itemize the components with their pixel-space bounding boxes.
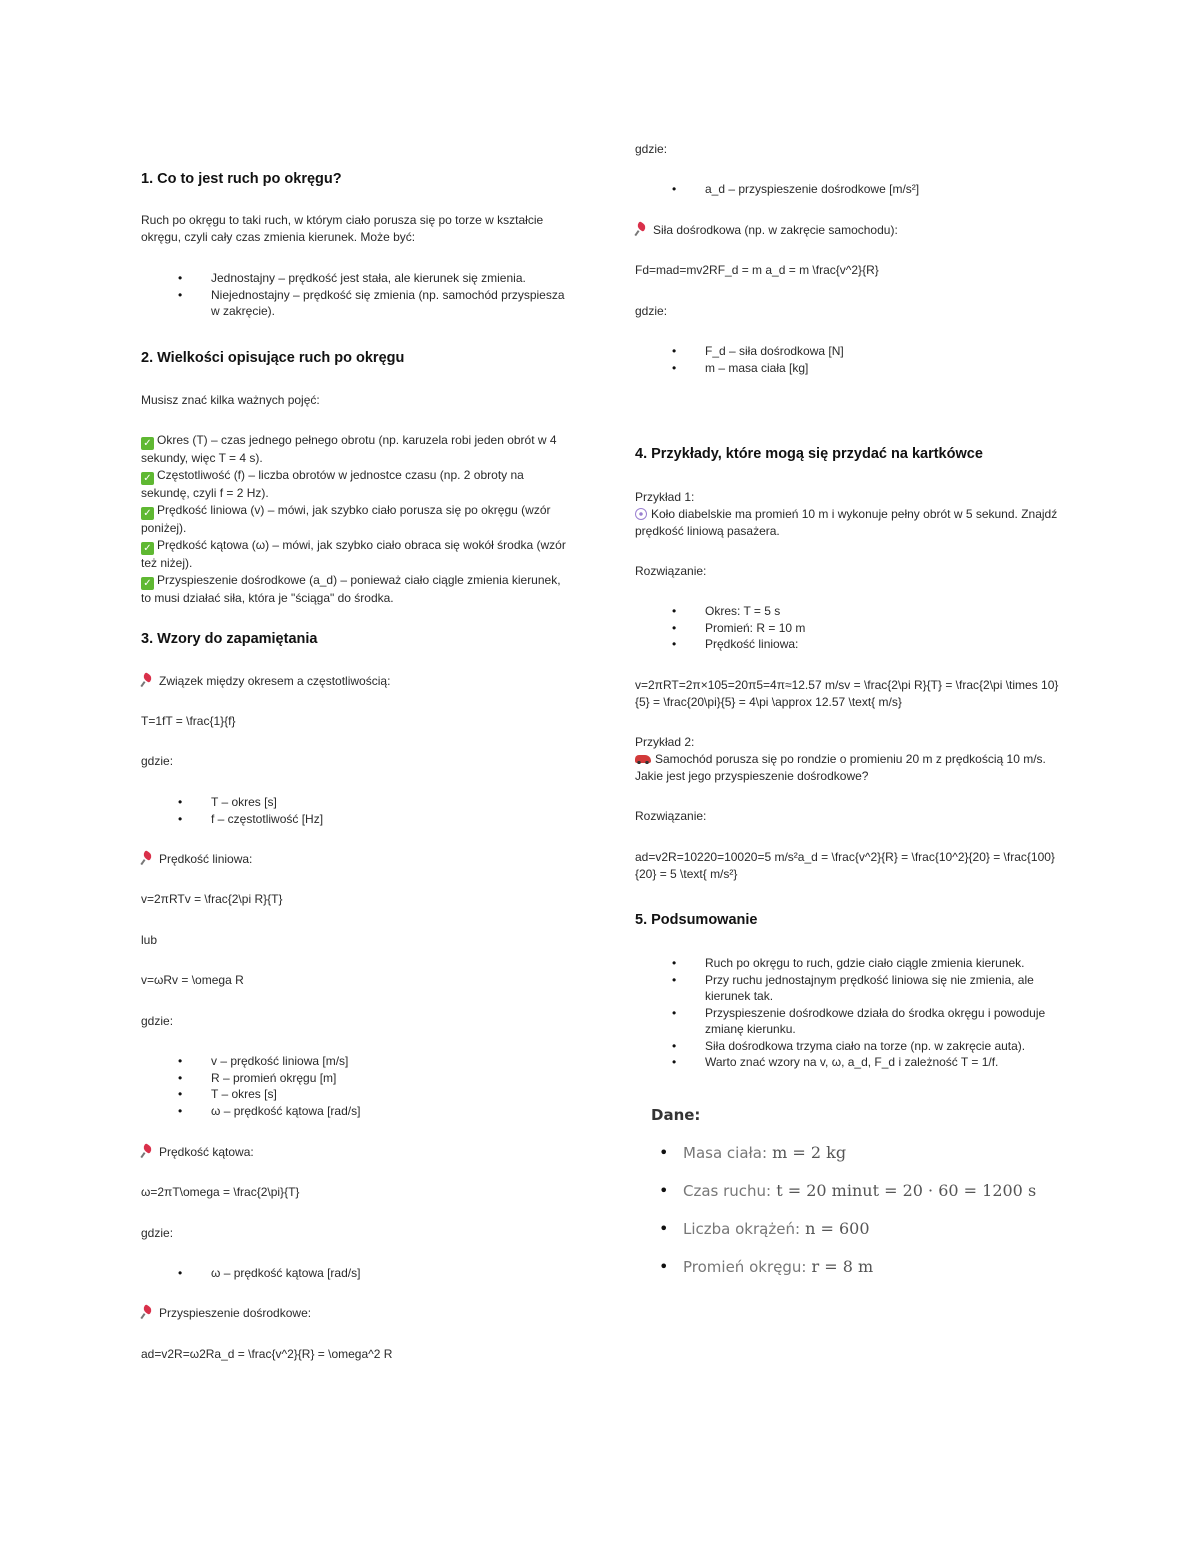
list-item: • Promień: R = 10 m [635,620,1065,637]
section-5-title: 5. Podsumowanie [635,912,758,928]
formula-5: Fd=mad=mv2RF_d = m a_d = m \frac{v^2}{R} [635,263,879,277]
pushpin-icon [141,1306,153,1318]
formula-2-legend [141,1053,571,1119]
given-laps: • Liczba okrążeń: n = 600 [635,1218,1065,1240]
example-1-data [635,603,1065,653]
concept-period: ✓ Okres (T) – czas jednego pełnego obrotu (np. karuzela robi jeden obrót w 4 sekundy, więc T = 4 s). [141,433,557,465]
formula-4-legend [635,181,1065,198]
section-2-intro: Musisz znać kilka ważnych pojęć: [141,393,320,407]
example-1-formula: v=2πRT=2π×105=20π5=4π≈12.57 m/sv = \frac{2\pi R}{T} = \frac{2\pi \times 10}{5} = \frac{20\pi}{5} = 4\pi \approx 12.57 \text{ m/s} [635,678,1059,709]
formula-5-legend [635,343,1065,376]
pushpin-icon [635,223,647,235]
list-item: • Okres: T = 5 s [635,603,1065,620]
list-item: • Warto znać wzory na v, ω, a_d, F_d i zależność T = 1/f. [635,1054,1065,1071]
list-item: • Przy ruchu jednostajnym prędkość liniowa się nie zmienia, ale kierunek tak. [635,972,1065,1005]
check-icon: ✓ [141,577,154,590]
section-2-title: 2. Wielkości opisujące ruch po okręgu [141,350,405,366]
list-item: • T – okres [s] [141,1086,571,1103]
formula-3-legend [141,1265,571,1282]
formula-1-legend [141,794,571,827]
pushpin-icon [141,1145,153,1157]
given-data-list [635,1142,1065,1278]
section-4-title: 4. Przykłady, które mogą się przydać na kartkówce [635,446,983,462]
concept-centripetal-acceleration: ✓ Przyspieszenie dośrodkowe (a_d) – ponieważ ciało ciągle zmienia kierunek, to musi działać siła, która je "ściąga" do środka. [141,573,561,605]
summary-list [635,955,1065,1071]
formula-1-label: Związek między okresem a częstotliwością: [141,673,571,690]
list-item: • Siła dośrodkowa trzyma ciało na torze (np. w zakręcie auta). [635,1038,1065,1055]
ferris-wheel-icon [635,508,647,520]
list-item: • v – prędkość liniowa [m/s] [141,1053,571,1070]
list-item: • a_d – przyspieszenie dośrodkowe [m/s²] [635,181,1065,198]
concepts-list [141,432,571,607]
formula-4-label: Przyspieszenie dośrodkowe: [141,1305,571,1322]
where-label: gdzie: [635,142,668,156]
formula-1: T=1fT = \frac{1}{f} [141,714,236,728]
section-1-title: 1. Co to jest ruch po okręgu? [141,171,342,187]
list-item: • Ruch po okręgu to ruch, gdzie ciało ciągle zmienia kierunek. [635,955,1065,972]
check-icon: ✓ [141,507,154,520]
list-item: • ω – prędkość kątowa [rad/s] [141,1265,571,1282]
list-item: • f – częstotliwość [Hz] [141,811,571,828]
section-3-title: 3. Wzory do zapamiętania [141,631,318,647]
given-data-title: Dane: [651,1106,701,1124]
example-2: Przykład 2: Samochód porusza się po rondzie o promieniu 20 m z prędkością 10 m/s. Jakie jest jego przyspieszenie dośrodkowe? [635,735,1046,783]
solution-label: Rozwiązanie: [635,809,707,823]
list-item: • Prędkość liniowa: [635,636,1065,653]
formula-2b: v=ωRv = \omega R [141,973,244,987]
formula-4: ad=v2R=ω2Ra_d = \frac{v^2}{R} = \omega^2 R [141,1347,393,1361]
where-label: gdzie: [141,1014,174,1028]
list-item: • T – okres [s] [141,794,571,811]
list-item: • m – masa ciała [kg] [635,360,1065,377]
concept-frequency: ✓ Częstotliwość (f) – liczba obrotów w jednostce czasu (np. 2 obroty na sekundę, czyli f = 2 Hz). [141,468,524,500]
check-icon: ✓ [141,472,154,485]
given-radius: • Promień okręgu: r = 8 m [635,1256,1065,1278]
given-time: • Czas ruchu: t = 20 minut = 20 · 60 = 1200 s [635,1180,1065,1202]
pushpin-icon [141,674,153,686]
where-label: gdzie: [141,1226,174,1240]
check-icon: ✓ [141,542,154,555]
concept-angular-velocity: ✓ Prędkość kątowa (ω) – mówi, jak szybko ciało obraca się wokół środka (wzór też niżej). [141,538,566,570]
formula-2-label: Prędkość liniowa: [141,851,571,868]
list-item: • Niejednostajny – prędkość się zmienia (np. samochód przyspiesza w zakręcie). [141,287,571,320]
solution-label: Rozwiązanie: [635,564,707,578]
formula-5-label: Siła dośrodkowa (np. w zakręcie samochodu): [635,222,1065,239]
check-icon: ✓ [141,437,154,450]
where-label: gdzie: [141,754,174,768]
list-item: • ω – prędkość kątowa [rad/s] [141,1103,571,1120]
pushpin-icon [141,852,153,864]
formula-2: v=2πRTv = \frac{2\pi R}{T} [141,892,283,906]
list-item: • R – promień okręgu [m] [141,1070,571,1087]
list-item: • Jednostajny – prędkość jest stała, ale kierunek się zmienia. [141,270,571,287]
where-label: gdzie: [635,304,668,318]
example-1: Przykład 1: Koło diabelskie ma promień 10 m i wykonuje pełny obrót w 5 sekund. Znajdź prędkość liniową pasażera. [635,490,1058,538]
list-item: • Przyspieszenie dośrodkowe działa do środka okręgu i powoduje zmianę kierunku. [635,1005,1065,1038]
given-mass: • Masa ciała: m = 2 kg [635,1142,1065,1164]
section-1-list [141,270,571,320]
example-2-formula: ad=v2R=10220=10020=5 m/s²a_d = \frac{v^2}{R} = \frac{10^2}{20} = \frac{100}{20} = 5 \text{ m/s²} [635,850,1055,881]
list-item: • F_d – siła dośrodkowa [N] [635,343,1065,360]
section-1-intro: Ruch po okręgu to taki ruch, w którym ciało porusza się po torze w kształcie okręgu, czyli cały czas zmienia kierunek. Może być: [141,213,544,244]
or-label: lub [141,933,158,947]
formula-3-label: Prędkość kątowa: [141,1144,571,1161]
concept-linear-velocity: ✓ Prędkość liniowa (v) – mówi, jak szybko ciało porusza się po okręgu (wzór poniżej). [141,503,551,535]
car-icon [635,755,651,763]
formula-3: ω=2πT\omega = \frac{2\pi}{T} [141,1185,300,1199]
